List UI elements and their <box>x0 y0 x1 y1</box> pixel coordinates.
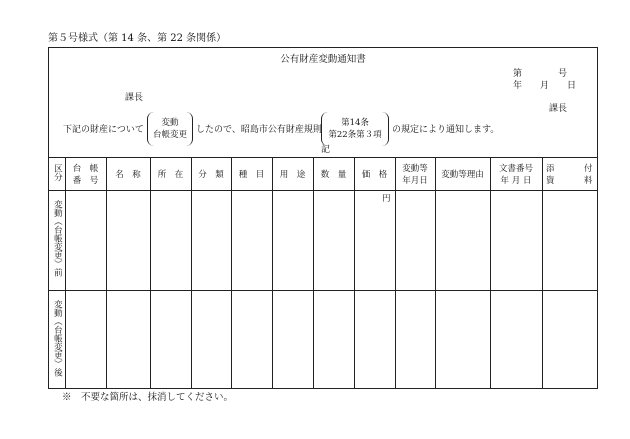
body-text-suffix: の規定により通知します。 <box>392 125 500 135</box>
column-divider <box>542 157 543 388</box>
yen-unit: 円 <box>382 194 391 204</box>
date-label: 年 月 日 <box>513 81 577 91</box>
article-option-1: 第14条 <box>341 118 369 128</box>
header-purpose: 用 途 <box>279 170 306 180</box>
column-divider <box>490 157 491 388</box>
form-number: 第５号様式（第 14 条、第 22 条関係） <box>48 33 227 44</box>
header-name: 名 称 <box>115 170 141 180</box>
change-type-brace <box>147 112 193 146</box>
column-divider <box>354 157 355 388</box>
header-change-reason: 変動等理由 <box>441 170 484 180</box>
document-number-label: 第 号 <box>513 69 568 79</box>
column-divider <box>231 157 232 388</box>
header-category: 種 目 <box>238 170 265 180</box>
article-option-2: 第22条第３項 <box>328 130 382 140</box>
header-attachment-2a: 資 <box>546 176 555 186</box>
column-divider <box>435 157 436 388</box>
header-attachment-1b: 付 <box>584 164 593 174</box>
change-option-2: 台帳変更 <box>152 130 187 140</box>
notice-form <box>48 47 598 389</box>
column-divider <box>313 157 314 388</box>
footnote: ※ 不要な箇所は、抹消してください。 <box>62 392 234 403</box>
document-title: 公有財産変動通知書 <box>280 54 366 65</box>
column-divider <box>191 157 192 388</box>
header-location: 所 在 <box>157 170 184 180</box>
header-quantity: 数 量 <box>320 170 347 180</box>
header-attachment-2b: 料 <box>584 176 593 186</box>
column-divider <box>106 157 107 388</box>
header-document-number-2: 年 月 日 <box>500 176 532 186</box>
column-divider <box>65 157 66 388</box>
body-text-prefix: 下記の財産について <box>63 125 144 135</box>
row-separator <box>49 290 597 291</box>
table-top-border <box>49 157 597 158</box>
header-ledger-number-2: 番 号 <box>72 176 99 186</box>
header-kubun: 区分 <box>52 164 63 181</box>
row-label-before: 変動（台帳変更）前 <box>52 200 63 277</box>
header-bottom-border <box>49 190 597 191</box>
column-divider <box>395 157 396 388</box>
change-option-1: 変動 <box>161 118 179 128</box>
header-attachment-1a: 添 <box>546 164 555 174</box>
sender-title: 課長 <box>549 104 568 114</box>
header-change-date-1: 変動等 <box>402 164 428 174</box>
body-text-middle: したので、昭島市公有財産規則 <box>196 125 322 135</box>
row-label-after: 変動（台帳変更）後 <box>52 300 63 377</box>
header-document-number-1: 文書番号 <box>498 164 533 174</box>
header-price: 価 格 <box>361 170 388 180</box>
addressee-title: 課長 <box>125 93 144 103</box>
header-classification: 分 類 <box>198 170 224 180</box>
column-divider <box>150 157 151 388</box>
header-change-date-2: 年月日 <box>402 176 428 186</box>
header-ledger-number-1: 台 帳 <box>72 164 99 174</box>
column-divider <box>272 157 273 388</box>
ki-mark: 記 <box>321 145 331 155</box>
regulation-article-brace <box>321 112 389 146</box>
